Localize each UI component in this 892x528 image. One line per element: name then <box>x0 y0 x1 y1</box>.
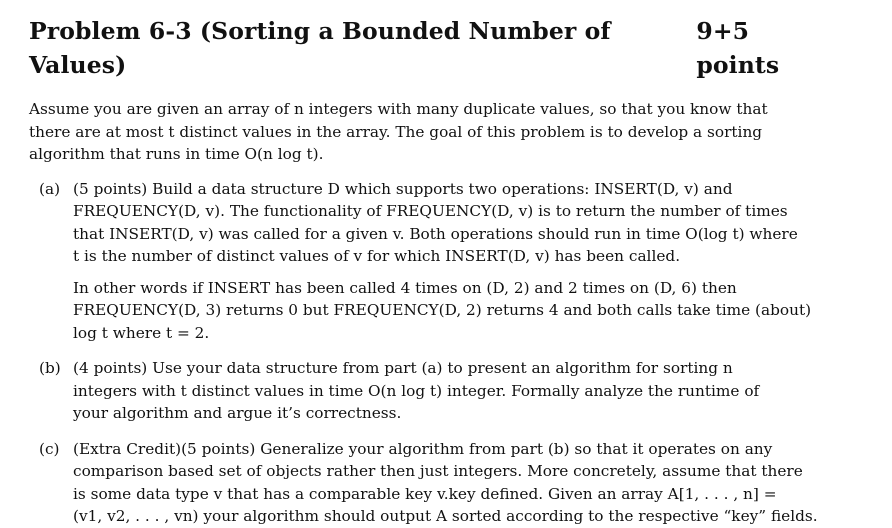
text-line: log t where t = 2. <box>73 323 210 342</box>
problem-points: 9+5 points <box>696 17 780 79</box>
part-a-body <box>73 178 834 345</box>
text-line: t is the number of distinct values of v for which INSERT(D, v) has been called. <box>73 247 681 265</box>
text-line: FREQUENCY(D, 3) returns 0 but FREQUENCY(D, 2) returns 4 and both calls take time (about) <box>73 301 812 319</box>
text-line: (Extra Credit)(5 points) Generalize your algorithm from part (b) so that it operates on any <box>73 439 773 458</box>
part-a-paragraph-2 <box>73 277 834 345</box>
part-b <box>29 357 834 425</box>
part-a-label: (a) <box>39 179 61 198</box>
text-line: integers with t distinct values in time O(n log t) integer. Formally analyze the runtime of <box>73 381 760 400</box>
text-line: (v1, v2, . . . , vn) your algorithm should output A sorted according to the respective “key” fields. <box>73 507 818 525</box>
part-c-label: (c) <box>39 439 60 458</box>
text-line: (4 points) Use your data structure from part (a) to present an algorithm for sorting n <box>73 359 733 377</box>
intro-line: algorithm that runs in time O(n log t). <box>29 145 324 163</box>
problem-intro <box>29 98 834 166</box>
text-line: In other words if INSERT has been called 4 times on (D, 2) and 2 times on (D, 6) then <box>73 278 737 297</box>
part-a <box>29 178 834 345</box>
intro-line: there are at most t distinct values in the array. The goal of this problem is to develop a sorting <box>29 122 763 141</box>
text-line: comparison based set of objects rather then just integers. More concretely, assume that there <box>73 462 803 480</box>
text-line: (5 points) Build a data structure D which supports two operations: INSERT(D, v) and <box>73 179 733 198</box>
part-c-paragraph-1 <box>73 438 834 528</box>
part-b-paragraph-1 <box>73 357 834 425</box>
text-line: your algorithm and argue it’s correctness. <box>73 404 402 422</box>
part-b-body <box>73 357 834 425</box>
text-line: that INSERT(D, v) was called for a given v. Both operations should run in time O(log t) where <box>73 224 798 243</box>
problem-title: Problem 6-3 (Sorting a Bounded Number of Values) <box>29 17 611 79</box>
problem-header <box>29 14 836 82</box>
text-line: FREQUENCY(D, v). The functionality of FREQUENCY(D, v) is to return the number of times <box>73 202 788 220</box>
part-c-body <box>73 438 834 528</box>
intro-line: Assume you are given an array of n integers with many duplicate values, so that you know that <box>29 100 768 118</box>
part-c <box>29 438 834 528</box>
text-line: is some data type v that has a comparable key v.key defined. Given an array A[1, . . . , n] = <box>73 484 777 503</box>
problem-parts <box>29 178 834 528</box>
part-b-label: (b) <box>39 359 61 377</box>
part-a-paragraph-1 <box>73 178 834 268</box>
